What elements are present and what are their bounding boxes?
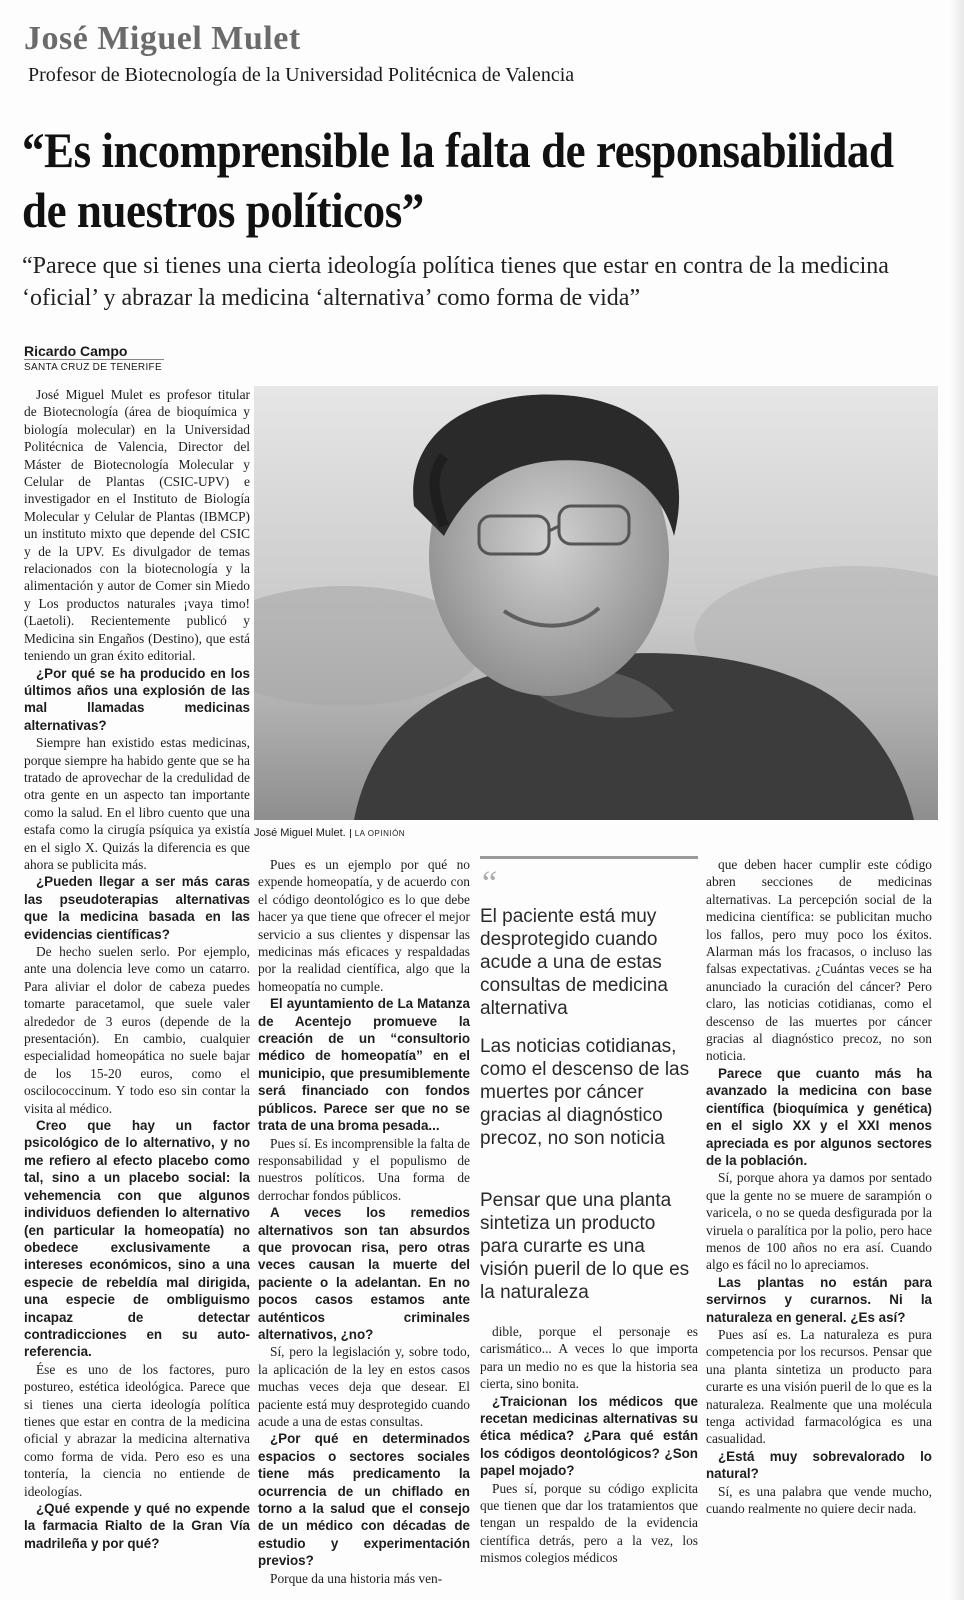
article-paragraph: dible, porque el personaje es carismático... A veces lo que importa para un medio no es que la historia sea cierta, sino bonita. xyxy=(480,1324,698,1392)
pullquote-box xyxy=(480,856,698,1314)
article-paragraph: Pues sí. Es incomprensible la falta de responsabilidad y el populismo de nuestros políticos. Una forma de derrochar fondos públicos. xyxy=(258,1135,470,1203)
pullquote-3: Pensar que una planta sintetiza un producto para curarte es una visión pueril de lo que es la naturaleza xyxy=(480,1190,690,1303)
article-paragraph: que deben hacer cumplir este código abren secciones de medicinas alternativas. La percepción social de la medicina científica: se publicitan mucho los fallos, pero muy poco los éxitos. Alarman más los fracasos, o incluso las falsas expectativas. ¿Cuántas veces se ha anunciado la curación del cáncer? Pero claro, las noticias cotidianas, como el descenso de las muertes por cáncer gracias al diagnóstico precoz, no son noticia. xyxy=(706,857,932,1064)
portrait-photo xyxy=(254,386,938,820)
photo-caption xyxy=(254,827,405,839)
article-paragraph: De hecho suelen serlo. Por ejemplo, ante una dolencia leve como un catarro. Para aliviar el dolor de cabeza puedes tomarte paracetamol, que suele valer alrededor de 3 euros (depende de la presentación). En cambio, cualquier especialidad homeopática no suele bajar de los 15-20 euros, como el oscilococcinum. Y todo eso sin contar la visita al médico. xyxy=(24,944,250,1116)
interviewee-role: Profesor de Biotecnología de la Universidad Politécnica de Valencia xyxy=(28,64,575,86)
article-paragraph: Ése es uno de los factores, puro postureo, estética ideológica. Parece que si tienes una cierta ideología política tienes que estar en contra de la medicina oficial y abrazar la medicina alternativa como forma de vida. Pero eso es una tontería, la ciencia no entiende de ideologías. xyxy=(24,1361,250,1499)
article-paragraph: José Miguel Mulet es profesor titular de Biotecnología (área de bioquímica y biología molecular) en la Universidad Politécnica de Valencia, Director del Máster de Biotecnología Molecular y Celular de Plantas (CSIC-UPV) e investigador en el Instituto de Biología Molecular y Celular de Plantas (IBMCP) un instituto mixto que depende del CSIC y de la UPV. Es divulgador de temas relacionados con la biotecnología y la alimentación y autor de Comer sin Miedo y Los productos naturales ¡vaya timo! (Laetoli). Recientemente publicó y Medicina sin Engaños (Destino), que está teniendo un gran éxito editorial. xyxy=(24,387,250,664)
article-column-3 xyxy=(480,1323,698,1567)
article-paragraph: Siempre han existido estas medicinas, porque siempre ha habido gente que se ha tratado de aprovechar de la credulidad de otra gente en un aspecto tan importante como la salud. En el libro cuento que una estafa como la cirugía psíquica ya existía en el siglo X. Quizás la diferencia es que ahora se publicita más. xyxy=(24,735,250,872)
article-paragraph: Sí, es una palabra que vende mucho, cuando realmente no quiere decir nada. xyxy=(706,1483,932,1517)
headline: “Es incomprensible la falta de responsabilidad de nuestros políticos” xyxy=(22,122,894,238)
article-paragraph: Pues así es. La naturaleza es pura competencia por los recursos. Pensar que una planta sintetiza un producto para curarte es una visión pueril de lo que es la naturaleza. Realmente que una molécula tenga actividad farmacológica es una casualidad. xyxy=(706,1326,932,1447)
article-paragraph: Porque da una historia más ven- xyxy=(270,1570,443,1586)
interview-question: ¿Por qué en determinados espacios o sectores sociales tiene más predicamento la ocurrencia de un chiflado en torno a la salud que el consejo de un médico con décadas de estudio y experimentación previos? xyxy=(258,1431,470,1569)
interview-question: ¿Por qué se ha producido en los últimos años una explosión de las mal llamadas medicinas alternativas? xyxy=(24,665,250,733)
quote-mark-icon: “ xyxy=(482,865,498,902)
interview-question: ¿Qué expende y qué no expende la farmacia Rialto de la Gran Vía madrileña y por qué? xyxy=(24,1501,250,1551)
photo-caption-text: José Miguel Mulet. xyxy=(254,827,346,839)
byline-divider xyxy=(24,359,164,360)
article-paragraph: Sí, pero la legislación y, sobre todo, la aplicación de la ley en estos casos muchas veces deja que desear. El paciente está muy desprotegido cuando acude a una de estas consultas. xyxy=(258,1344,470,1429)
interview-question: ¿Traicionan los médicos que recetan medicinas alternativas su ética médica? ¿Para qué están los códigos deontológicos? ¿Son papel mojado? xyxy=(480,1393,698,1479)
interview-question: Creo que hay un factor psicológico de lo alternativo, y no me refiero al efecto placebo como tal, sino a un placebo social: la vehemencia con que algunos individuos defienden lo alternativo (en particular la homeopatía) no obedece exclusivamente a intereses económicos, sino a una especie de rebeldía mal dirigida, una especie de ombliguismo incapaz de detectar contradicciones en su auto-referencia. xyxy=(24,1118,250,1360)
interview-question: El ayuntamiento de La Matanza de Acentejo promueve la creación de un “consultorio médico de homeopatía” en el municipio, que presumiblemente será financiado con fondos públicos. Parece ser que no se trata de una broma pesada... xyxy=(258,996,470,1134)
interviewee-name: José Miguel Mulet xyxy=(24,20,301,57)
interview-question: ¿Pueden llegar a ser más caras las pseudoterapias alternativas que la medicina basada en las evidencias científicas? xyxy=(24,874,250,942)
subheadline: “Parece que si tienes una cierta ideología política tienes que estar en contra de la medicina ‘oficial’ y abrazar la medicina ‘alternativa’ como forma de vida” xyxy=(22,253,889,311)
byline-place: SANTA CRUZ DE TENERIFE xyxy=(24,362,162,373)
article-paragraph: Pues es un ejemplo por qué no expende homeopatía, y de acuerdo con el código deontológico es lo que debe hacer ya que tiene que ofrecer el mejor servicio a sus clientes y dispensar las medicinas más eficaces y respaldadas por la realidad científica, algo que la homeopatía no cumple. xyxy=(258,857,470,994)
article-paragraph: Pues sí, porque su código explicita que tienen que dar los tratamientos que tengan un respaldo de la evidencia científica detrás, pero a la vez, los mismos colegios médicos xyxy=(480,1480,698,1566)
interview-question: ¿Está muy sobrevalorado lo natural? xyxy=(706,1448,932,1482)
portrait-illustration xyxy=(254,386,938,820)
pullquote-2: Las noticias cotidianas, como el descenso de las muertes por cáncer gracias al diagnóstico precoz, no son noticia xyxy=(480,1036,690,1149)
article-column-1 xyxy=(24,386,250,1552)
interview-question: Parece que cuanto más ha avanzado la medicina con base científica (bioquímica y genética) en el siglo XX y el XXI menos apreciada es por algunos sectores de la población. xyxy=(706,1065,932,1168)
byline-author: Ricardo Campo xyxy=(24,343,128,359)
interview-question: A veces los remedios alternativos son tan absurdos que provocan risa, pero otras veces causan la muerte del paciente o la adelantan. En no pocos casos estamos ante auténticos criminales alternativos, ¿no? xyxy=(258,1205,470,1342)
scan-edge xyxy=(950,0,964,1600)
interview-question: Las plantas no están para servirnos y curarnos. Ni la naturaleza en general. ¿Es así? xyxy=(706,1274,932,1325)
photo-credit: LA OPINIÓN xyxy=(350,829,405,838)
article-paragraph: Sí, porque ahora ya damos por sentado que la gente no se muere de sarampión o varicela, o no se queda desfigurada por la viruela o paralítica por la polio, pero hace menos de 100 años no era así. Cuando algo es fácil no lo apreciamos. xyxy=(706,1170,932,1273)
article-column-2 xyxy=(258,856,470,1587)
pullquote-1: El paciente está muy desprotegido cuando acude a una de estas consultas de medicina alternativa xyxy=(480,906,668,1019)
article-column-4 xyxy=(706,856,932,1517)
